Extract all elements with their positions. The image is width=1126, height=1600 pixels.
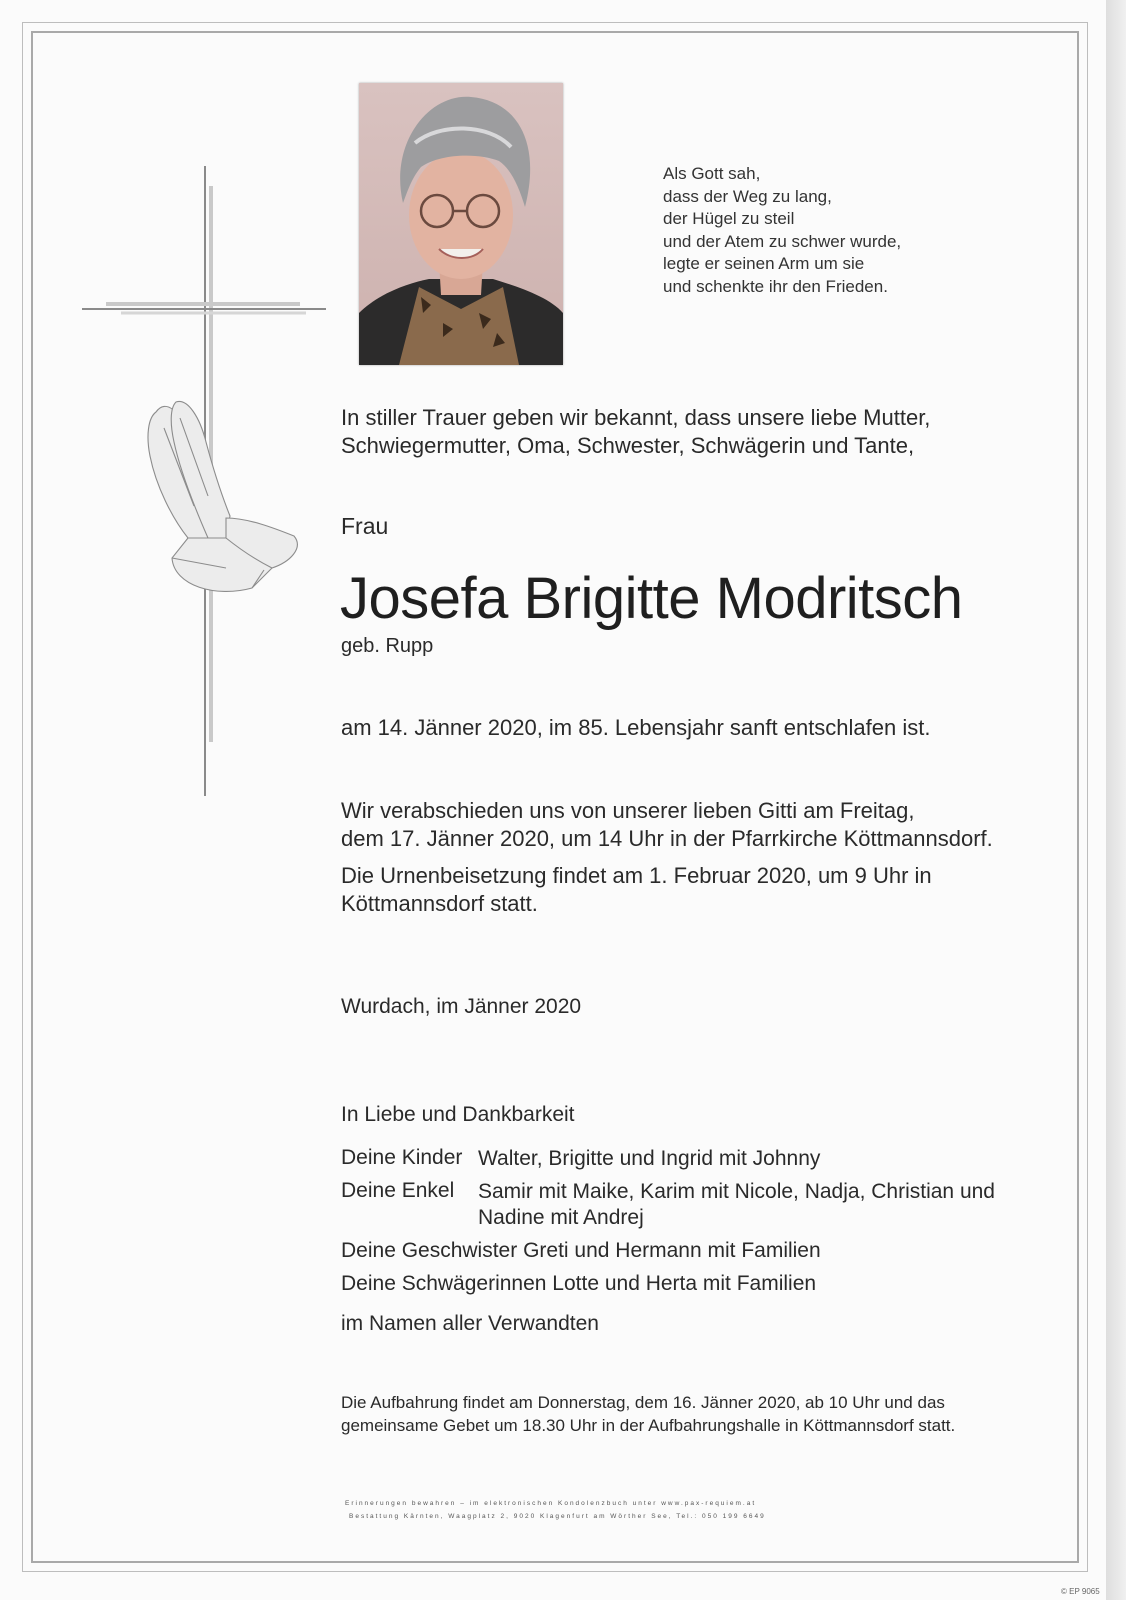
place-date: Wurdach, im Jänner 2020: [341, 995, 582, 1018]
poem-line: der Hügel zu steil: [663, 209, 795, 228]
footer-condolence-line: Erinnerungen bewahren – im elektronischen Kondolenzbuch unter www.pax-requiem.at: [345, 1500, 757, 1507]
viewing-line: gemeinsame Gebet um 18.30 Uhr in der Aufbahrungshalle in Köttmannsdorf statt.: [341, 1416, 956, 1435]
urn-line: Köttmannsdorf statt.: [341, 891, 538, 916]
intro-text: [341, 404, 930, 460]
poem-line: legte er seinen Arm um sie: [663, 254, 865, 273]
children-label: Deine Kinder: [341, 1146, 463, 1169]
intro-line: Schwiegermutter, Oma, Schwester, Schwägerin und Tante,: [341, 433, 915, 458]
portrait-photo: [359, 83, 563, 365]
praying-hands-icon: [148, 401, 297, 591]
poem-line: Als Gott sah,: [663, 164, 761, 183]
grandchildren-label: Deine Enkel: [341, 1179, 455, 1202]
maiden-name: geb. Rupp: [341, 635, 434, 657]
urn-burial-text: [341, 862, 932, 918]
viewing-notice: [341, 1391, 955, 1437]
poem-line: und der Atem zu schwer wurde,: [663, 231, 902, 251]
farewell-line: dem 17. Jänner 2020, um 14 Uhr in der Pfarrkirche Köttmannsdorf.: [341, 826, 993, 851]
grandchildren-names-line2: Nadine mit Andrej: [478, 1206, 644, 1229]
poem-line: und schenkte ihr den Frieden.: [663, 276, 888, 296]
poem: [663, 163, 901, 298]
footer-undertaker-line: Bestattung Kärnten, Waagplatz 2, 9020 Klagenfurt am Wörther See, Tel.: 050 199 6649: [349, 1513, 766, 1520]
deceased-name: Josefa Brigitte Modritsch: [340, 566, 963, 631]
sisters-in-law-line: Deine Schwägerinnen Lotte und Herta mit Familien: [341, 1272, 817, 1295]
urn-line: Die Urnenbeisetzung findet am 1. Februar 2020, um 9 Uhr in: [341, 863, 932, 888]
document-code: © EP 9065: [1061, 1587, 1100, 1596]
farewell-line: Wir verabschieden uns von unserer lieben Gitti am Freitag,: [341, 798, 915, 823]
farewell-text: [341, 797, 993, 853]
love-line: In Liebe und Dankbarkeit: [341, 1103, 575, 1126]
death-notice: am 14. Jänner 2020, im 85. Lebensjahr sanft entschlafen ist.: [341, 715, 931, 740]
page-edge: [1106, 0, 1126, 1600]
cross-with-praying-hands-icon: [76, 166, 326, 796]
poem-line: dass der Weg zu lang,: [663, 186, 832, 206]
grandchildren-names-line1: Samir mit Maike, Karim mit Nicole, Nadja, Christian und: [478, 1180, 995, 1203]
viewing-line: Die Aufbahrung findet am Donnerstag, dem 16. Jänner 2020, ab 10 Uhr und das: [341, 1393, 945, 1412]
salutation: Frau: [341, 513, 389, 539]
relatives-line: im Namen aller Verwandten: [341, 1312, 599, 1335]
siblings-line: Deine Geschwister Greti und Hermann mit Familien: [341, 1239, 821, 1262]
children-names: Walter, Brigitte und Ingrid mit Johnny: [478, 1147, 821, 1170]
intro-line: In stiller Trauer geben wir bekannt, dass unsere liebe Mutter,: [341, 405, 931, 430]
